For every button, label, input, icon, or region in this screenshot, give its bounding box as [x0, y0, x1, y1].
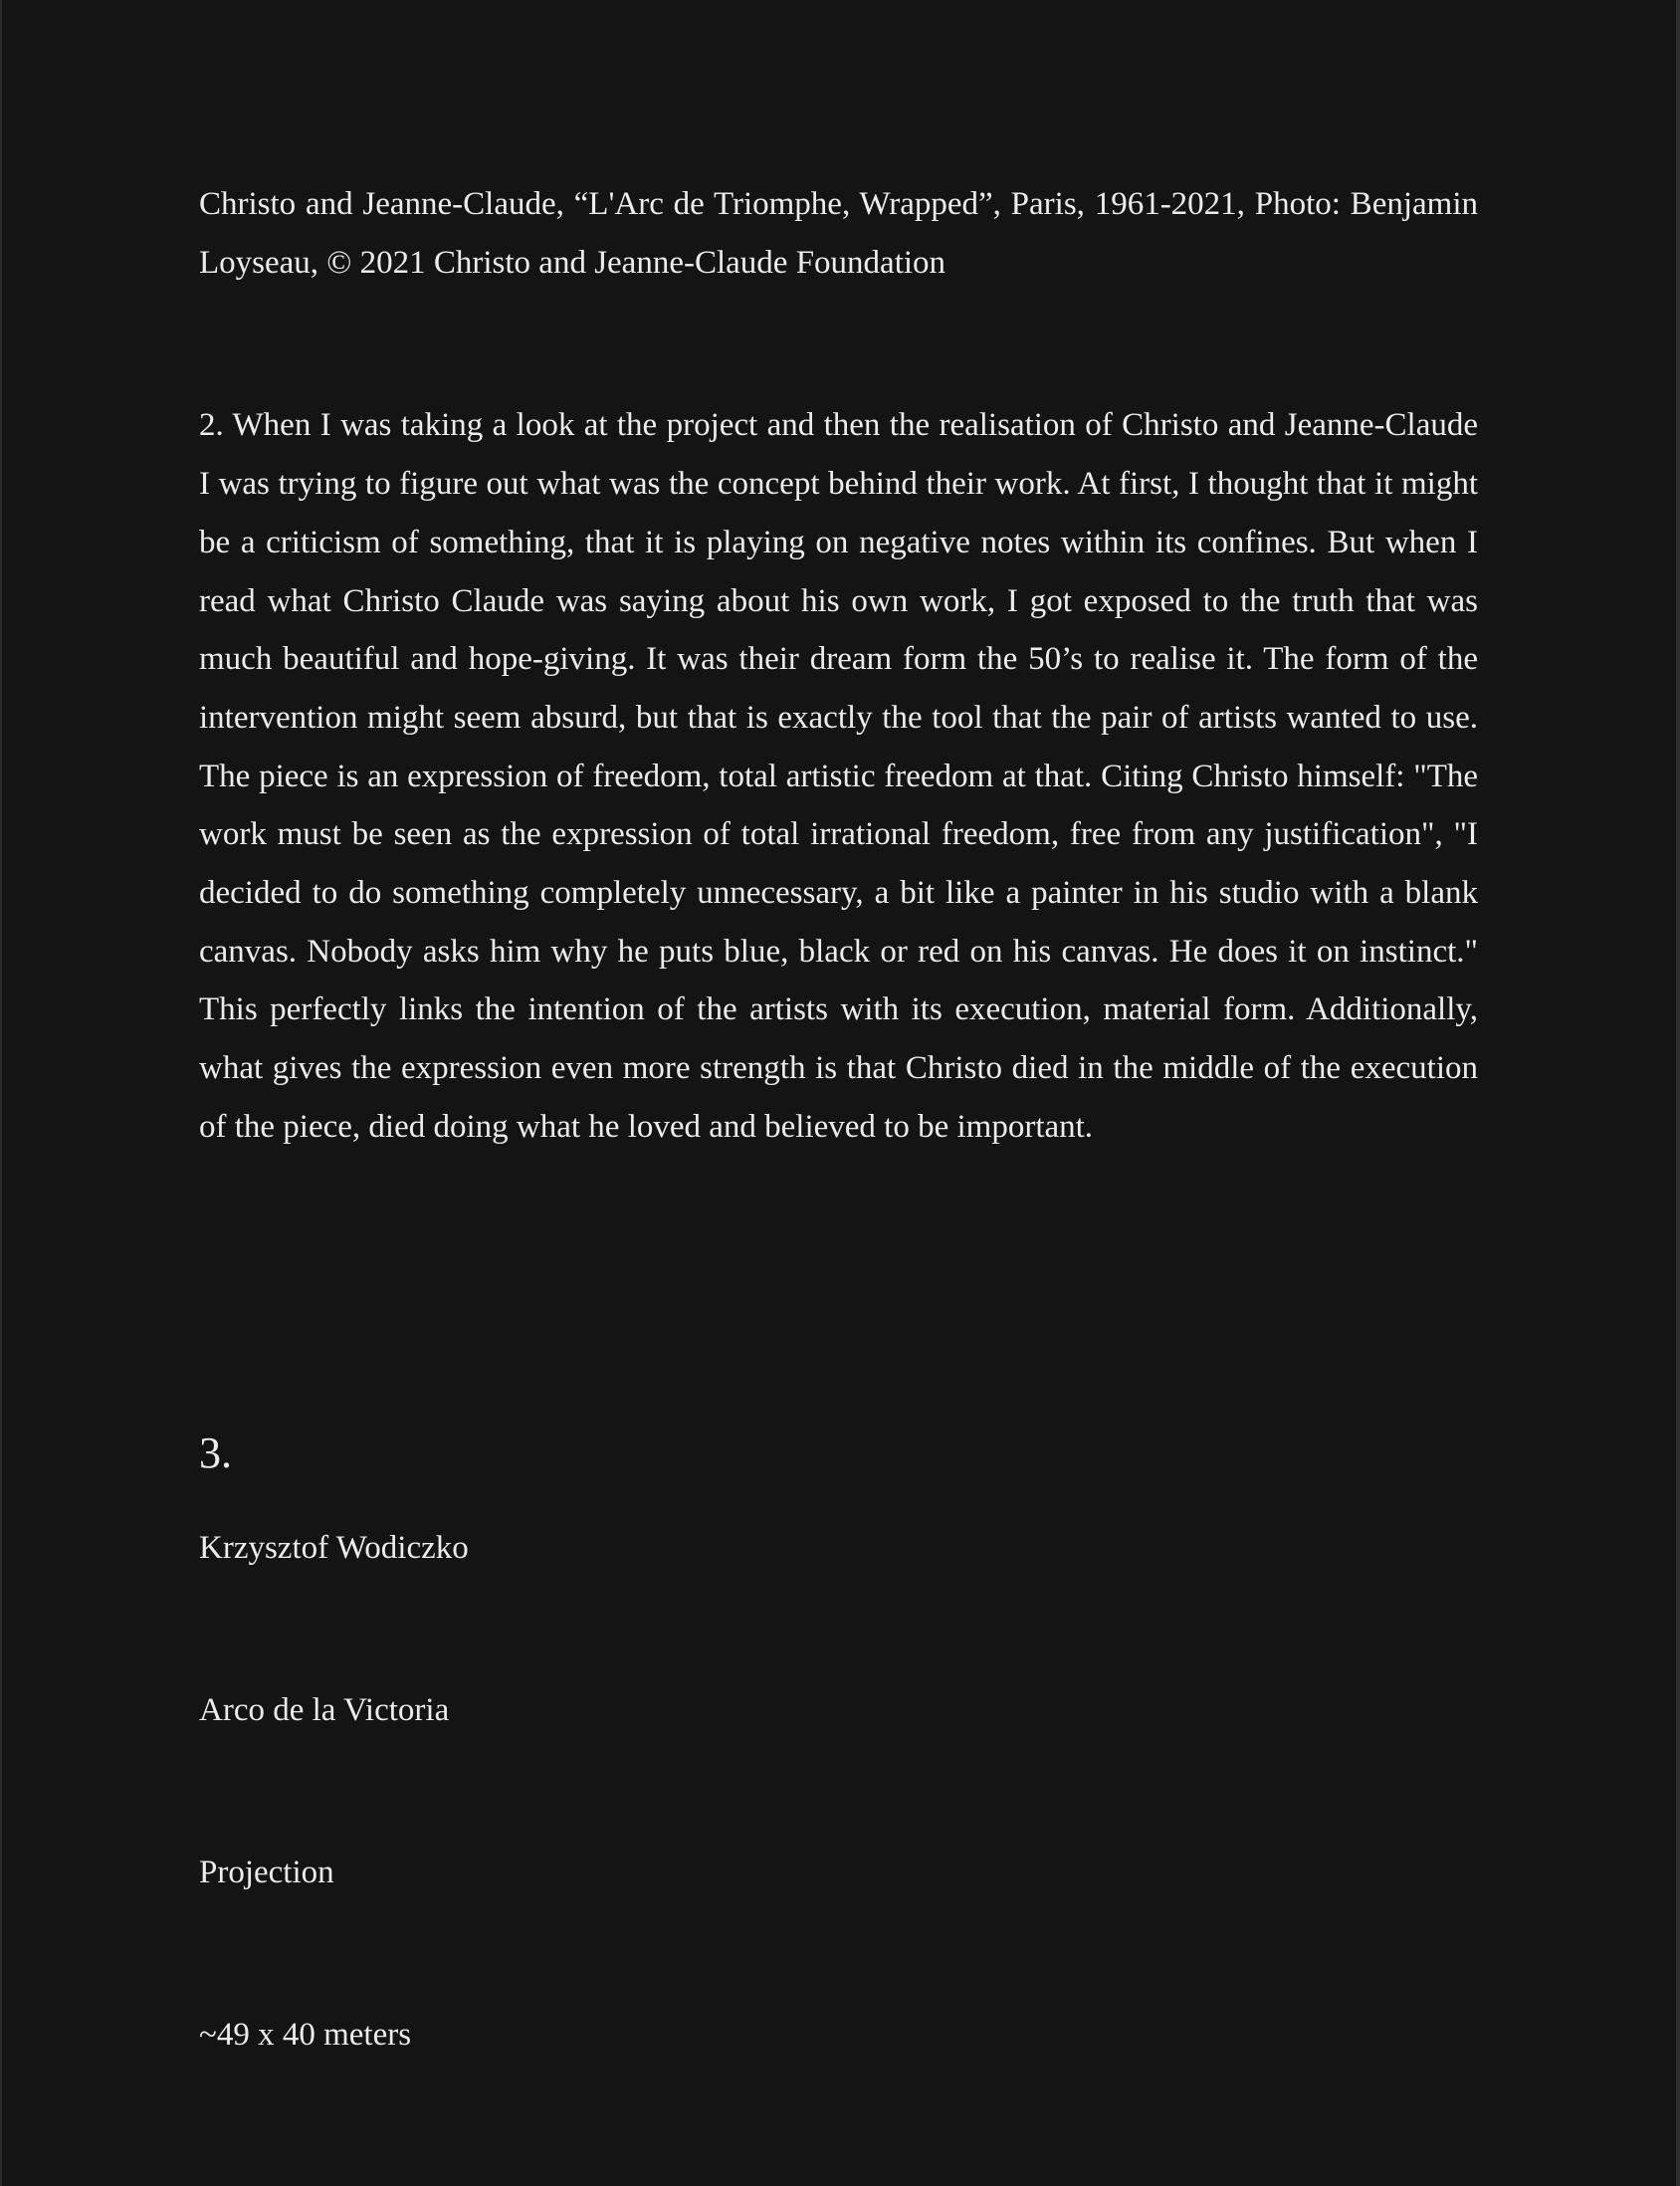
artist-name: Krzysztof Wodiczko [199, 1530, 469, 1566]
right-edge-border [1676, 0, 1680, 2186]
artwork-title: Arco de la Victoria [199, 1692, 450, 1728]
artwork-dimensions: ~49 x 40 meters [199, 2017, 412, 2053]
document-page [199, 175, 1478, 1157]
artwork-medium: Projection [199, 1855, 334, 1890]
image-caption: Christo and Jeanne-Claude, “L'Arc de Triomphe, Wrapped”, Paris, 1961-2021, Photo: Benjamin Loyseau, © 2021 Christo and Jeanne-Claude Foundation [199, 186, 1478, 281]
section-number: 3. [199, 1428, 232, 1477]
left-edge-border [0, 0, 2, 2186]
essay-paragraph-2: 2. When I was taking a look at the project and then the realisation of Christo and Jeanne-Claude I was trying to figure out what was the concept behind their work. At first, I thought that it might be a criticism of something, that it is playing on negative notes within its confines. But when I read what Christo Claude was saying about his own work, I got exposed to the truth that was much beautiful and hope-giving. It was their dream form the 50’s to realise it. The form of the intervention might seem absurd, but that is exactly the tool that the pair of artists wanted to use. The piece is an expression of freedom, total artistic freedom at that. Citing Christo himself: "The work must be seen as the expression of total irrational freedom, free from any justification", "I decided to do something completely unnecessary, a bit like a painter in his studio with a blank canvas. Nobody asks him why he puts blue, black or red on his canvas. He does it on instinct." This perfectly links the intention of the artists with its execution, material form. Additionally, what gives the expression even more strength is that Christo died in the middle of the execution of the piece, died doing what he loved and believed to be important. [199, 407, 1478, 1145]
